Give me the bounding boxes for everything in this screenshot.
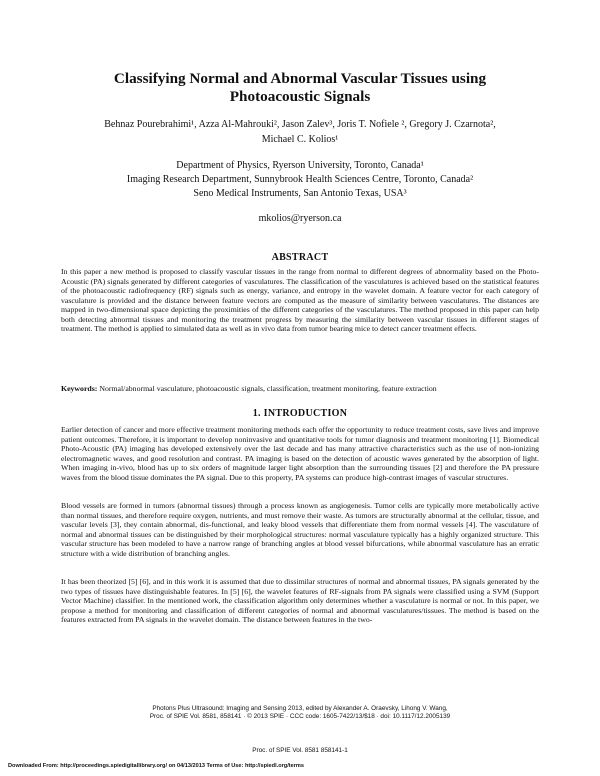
intro-paragraph-3: It has been theorized [5] [6], and in this work it is assumed that due to dissimilar structures of normal and abnormal tissues, PA signals generated by the two types of tissues have distinguishable features. In [5] [6], the wavelet features of RF-signals from PA signals were classified using a SVM (Support Vector Machine) classifier. In the mentioned work, the classification algorithm only determines whether a vasculature is normal or not. In this paper, we propose a method for monitoring and classification of different categories of normal and abnormal vasculatures/tissues. The method is based on the features extracted from PA signals in the wavelet domain. The distance between features in the two- — [61, 577, 539, 625]
paper-title — [60, 70, 540, 106]
download-notice: Downloaded From: http://proceedings.spiedigitallibrary.org/ on 04/13/2013 Terms of Use: http://spiedl.org/terms — [8, 763, 304, 769]
affiliation-ryerson: Department of Physics, Ryerson University, Toronto, Canada¹ — [176, 160, 424, 171]
section-heading-introduction: 1. INTRODUCTION — [252, 408, 348, 419]
affiliation-sunnybrook: Imaging Research Department, Sunnybrook Health Sciences Centre, Toronto, Canada² — [126, 174, 474, 185]
contact-email: mkolios@ryerson.ca — [258, 213, 342, 224]
keywords — [61, 384, 539, 394]
abstract-heading: ABSTRACT — [271, 252, 329, 263]
title-line-2: Photoacoustic Signals — [229, 88, 371, 105]
author-list — [60, 117, 540, 147]
proceedings-line-1: Photons Plus Ultrasound: Imaging and Sensing 2013, edited by Alexander A. Oraevsky, Lihong V. Wang, — [152, 705, 448, 712]
affiliations — [60, 159, 540, 201]
page-number: Proc. of SPIE Vol. 8581 858141-1 — [252, 747, 348, 754]
abstract-text: In this paper a new method is proposed to classify vascular tissues in the range from normal to different degrees of abnormality based on the Photo-Acoustic (PA) signals generated by different categories of vasculatures. The classification of the vasculatures is achieved based on the statistical features of the photoacoustic radiofrequency (RF) signals such as energy, variance, and entropy in the wavelet domain. A feature vector for each category of vasculature is provided and the distance between feature vectors are computed as the measure of similarity between vasculatures. The distances are mapped in two-dimensional space depicting the proximities of the different categories of the vasculatures. The method proposed in this paper can help both detecting abnormal tissues and monitoring the treatment progress by measuring the similarity between vascular tissues in different stages of treatment. The method is applied to simulated data as well as in vivo data from tumor bearing mice to detect cancer treatment effects. — [61, 267, 539, 334]
title-line-1: Classifying Normal and Abnormal Vascular Tissues using — [113, 70, 487, 87]
keywords-text: Normal/abnormal vasculature, photoacoustic signals, classification, treatment monitoring, feature extraction — [99, 384, 437, 393]
intro-paragraph-2: Blood vessels are formed in tumors (abnormal tissues) through a process known as angiogenesis. Tumor cells are typically more metabolically active than normal tissues, and therefore require oxygen, nutrients, and must remove their waste. As tumors are structurally abnormal at the cellular, tissue, and vascular levels [3], they contain abnormal, dis-functional, and leaky blood vessels that differentiate them from normal vessels [4]. The vasculature of normal and abnormal tissues can be distinguished by their morphological structures: normal vasculature typically has a highly organized structure. This vascular structure has been modeled to have a narrow range of branching angles at blood vessel bifurcations, while abnormal vasculature has an erratic structure with a wide distribution of branching angles. — [61, 501, 539, 558]
authors-line-2: Michael C. Kolios¹ — [261, 134, 339, 145]
authors-line-1: Behnaz Pourebrahimi¹, Azza Al-Mahrouki², Jason Zalev³, Joris T. Nofiele ², Gregory J. Czarnota², — [104, 119, 496, 130]
proceedings-info — [60, 705, 540, 721]
keywords-label: Keywords: — [61, 384, 98, 393]
affiliation-seno: Seno Medical Instruments, San Antonio Texas, USA³ — [193, 188, 407, 199]
proceedings-line-2: Proc. of SPIE Vol. 8581, 858141 · © 2013 SPIE · CCC code: 1605-7422/13/$18 · doi: 10.1117/12.2005139 — [149, 712, 451, 720]
intro-paragraph-1: Earlier detection of cancer and more effective treatment monitoring methods each offer the opportunity to reduce treatment costs, save lives and improve patient outcomes. Therefore, it is important to develop noninvasive and quantitative tools for tumor diagnosis and treatment monitoring [1]. Biomedical Photo-Acoustic (PA) imaging has developed extensively over the last decade and has many attractive characteristics such as the use of non-ionizing electromagnetic waves, and good resolution and contrast. PA imaging is based on the detection of acoustic waves generated by the absorption of light. When imaging in-vivo, blood has up to six orders of magnitude larger light absorption than the surrounding tissues [2] and therefore the PA pressure waves from the blood tissue dominates the PA signal. Due to this property, PA systems can produce high-contrast images of vascular structures. — [61, 425, 539, 482]
